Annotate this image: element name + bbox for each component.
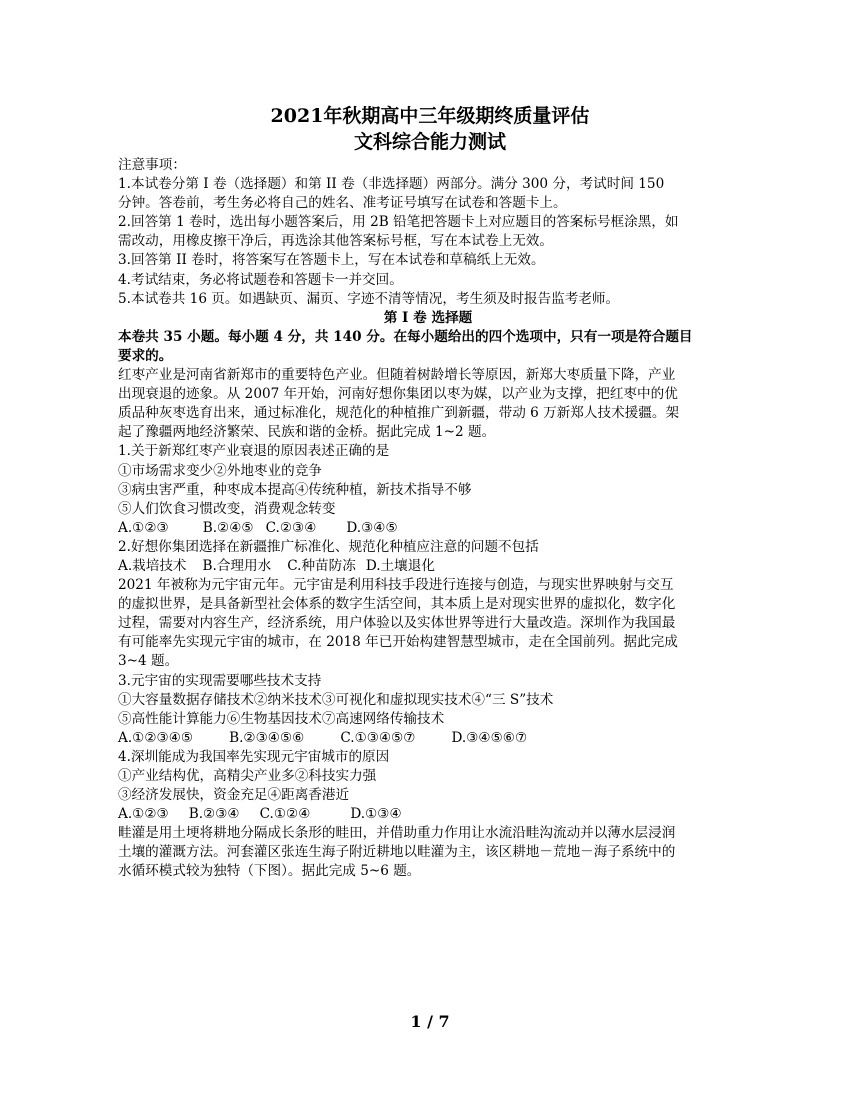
- passage-line: 有可能率先实现元宇宙的城市，在 2018 年已开始构建智慧型城市，走在全国前列。据此完成: [118, 634, 678, 651]
- question-item-line: ⑤高性能计算能力⑥生物基因技术⑦高速网络传输技术: [118, 710, 445, 727]
- option-b: B.②③④: [188, 806, 240, 823]
- notice-line: 1.本试卷分第 I 卷（选择题）和第 II 卷（非选择题）两部分。满分 300 分，考试时间 150: [118, 176, 665, 193]
- section-heading: 第 I 卷 选择题: [383, 309, 473, 326]
- notice-line: 分钟。答卷前，考生务必将自己的姓名、准考证号填写在试卷和答题卡上。: [118, 195, 567, 212]
- question-stem: 1.关于新郑红枣产业衰退的原因表述正确的是: [118, 443, 390, 460]
- option-a: A.①②③: [118, 519, 169, 536]
- question-3: [118, 672, 738, 748]
- page-subtitle: 文科综合能力测试: [353, 131, 506, 153]
- question-item-line: ⑤人们饮食习惯改变，消费观念转变: [118, 500, 336, 517]
- question-item-line: ①市场需求变少②外地枣业的竞争: [118, 462, 322, 479]
- notice-line: 4.考试结束，务必将试题卷和答题卡一并交回。: [118, 271, 403, 288]
- passage-line: 3~4 题。: [118, 653, 179, 670]
- option-b: B.②④⑤: [202, 519, 254, 536]
- options-row: [118, 519, 738, 538]
- option-c: C.①②④: [259, 806, 311, 823]
- passage-line: 2021 年被称为元宇宙元年。元宇宙是利用科技手段进行连接与创造，与现实世界映射与交互: [118, 577, 674, 594]
- notice-line: 需改动，用橡皮擦干净后，再选涂其他答案标号框，写在本试卷上无效。: [118, 233, 553, 250]
- options-row: [118, 805, 738, 824]
- question-4: [118, 748, 738, 824]
- passage-line: 过程，需要对内容生产，经济系统，用户体验以及实体世界等进行大量改造。深圳作为我国最: [118, 615, 676, 632]
- option-d: D.①③④: [350, 806, 402, 823]
- notice-line: 5.本试卷共 16 页。如遇缺页、漏页、字迹不清等情况，考生须及时报告监考老师。: [118, 290, 620, 307]
- notice-block: [118, 156, 738, 309]
- passage-line: 土壤的灌溉方法。河套灌区张连生海子附近耕地以畦灌为主，该区耕地－荒地－海子系统中的: [118, 844, 676, 861]
- notice-line: 注意事项：: [118, 157, 186, 173]
- option-d: D.③④⑤: [346, 519, 398, 536]
- option-d: D.土壤退化: [365, 557, 435, 574]
- question-item-line: ③经济发展快，资金充足④距离香港近: [118, 787, 350, 804]
- option-a: A.栽培技术: [118, 557, 187, 574]
- question-item-line: ①大容量数据存储技术②纳米技术③可视化和虚拟现实技术④“三 S”技术: [118, 691, 554, 708]
- instruction-line: 本卷共 35 小题。每小题 4 分，共 140 分。在每小题给出的四个选项中，只有一项是符合题目: [118, 328, 693, 345]
- question-2: [118, 538, 738, 576]
- option-c: C.种苗防冻: [287, 557, 356, 574]
- page-title: 2021年秋期高中三年级期终质量评估: [270, 105, 590, 127]
- question-item-line: ①产业结构优，高精尖产业多②科技实力强: [118, 768, 377, 784]
- passage-line: 畦灌是用土埂将耕地分隔成长条形的畦田，并借助重力作用让水流沿畦沟流动并以薄水层浸润: [118, 825, 676, 842]
- passage-metaverse: [118, 576, 738, 671]
- option-c: C.②③④: [265, 519, 317, 536]
- passage-line: 红枣产业是河南省新郑市的重要特色产业。但随着树龄增长等原因，新郑大枣质量下降，产业: [118, 367, 676, 384]
- notice-line: 3.回答第 II 卷时，将答案写在答题卡上，写在本试卷和草稿纸上无效。: [118, 252, 545, 269]
- passage-line: 质品种灰枣选育出来，通过标准化，规范化的种植推广到新疆，带动 6 万新郑人技术援疆。架: [118, 405, 680, 422]
- question-stem: 2.好想你集团选择在新疆推广标准化、规范化种植应注意的问题不包括: [118, 538, 539, 555]
- passage-jujube: [118, 366, 738, 442]
- passage-line: 水循环模式较为独特（下图）。据此完成 5~6 题。: [118, 863, 421, 880]
- option-b: B.合理用水: [202, 557, 272, 574]
- passage-irrigation: [118, 824, 738, 881]
- option-a: A.①②③④⑤: [118, 729, 194, 746]
- option-a: A.①②③: [118, 806, 169, 823]
- option-c: C.①③④⑤⑦: [340, 729, 416, 746]
- question-item-line: ③病虫害严重，种枣成本提高④传统种植，新技术指导不够: [118, 481, 472, 498]
- page-number: 1 / 7: [410, 1012, 450, 1031]
- exam-content: [118, 156, 738, 882]
- passage-line: 起了豫疆两地经济繁荣、民族和谐的金桥。据此完成 1~2 题。: [118, 424, 496, 441]
- options-row: [118, 557, 738, 576]
- passage-line: 的虚拟世界，是具备新型社会体系的数字生活空间，其本质上是对现实世界的虚拟化，数字化: [118, 596, 676, 613]
- options-row: [118, 729, 738, 748]
- passage-line: 出现衰退的迹象。从 2007 年开始，河南好想你集团以枣为媒，以产业为支撑，把红枣中的优: [118, 386, 678, 403]
- question-stem: 3.元宇宙的实现需要哪些技术支持: [118, 672, 322, 689]
- question-stem: 4.深圳能成为我国率先实现元宇宙城市的原因: [118, 748, 390, 765]
- option-d: D.③④⑤⑥⑦: [451, 729, 528, 746]
- option-b: B.②③④⑤⑥: [229, 729, 305, 746]
- notice-line: 2.回答第 1 卷时，选出每小题答案后，用 2B 铅笔把答题卡上对应题目的答案标号框涂黑，如: [118, 214, 679, 231]
- instruction-line: 要求的。: [118, 347, 173, 364]
- question-1: [118, 442, 738, 537]
